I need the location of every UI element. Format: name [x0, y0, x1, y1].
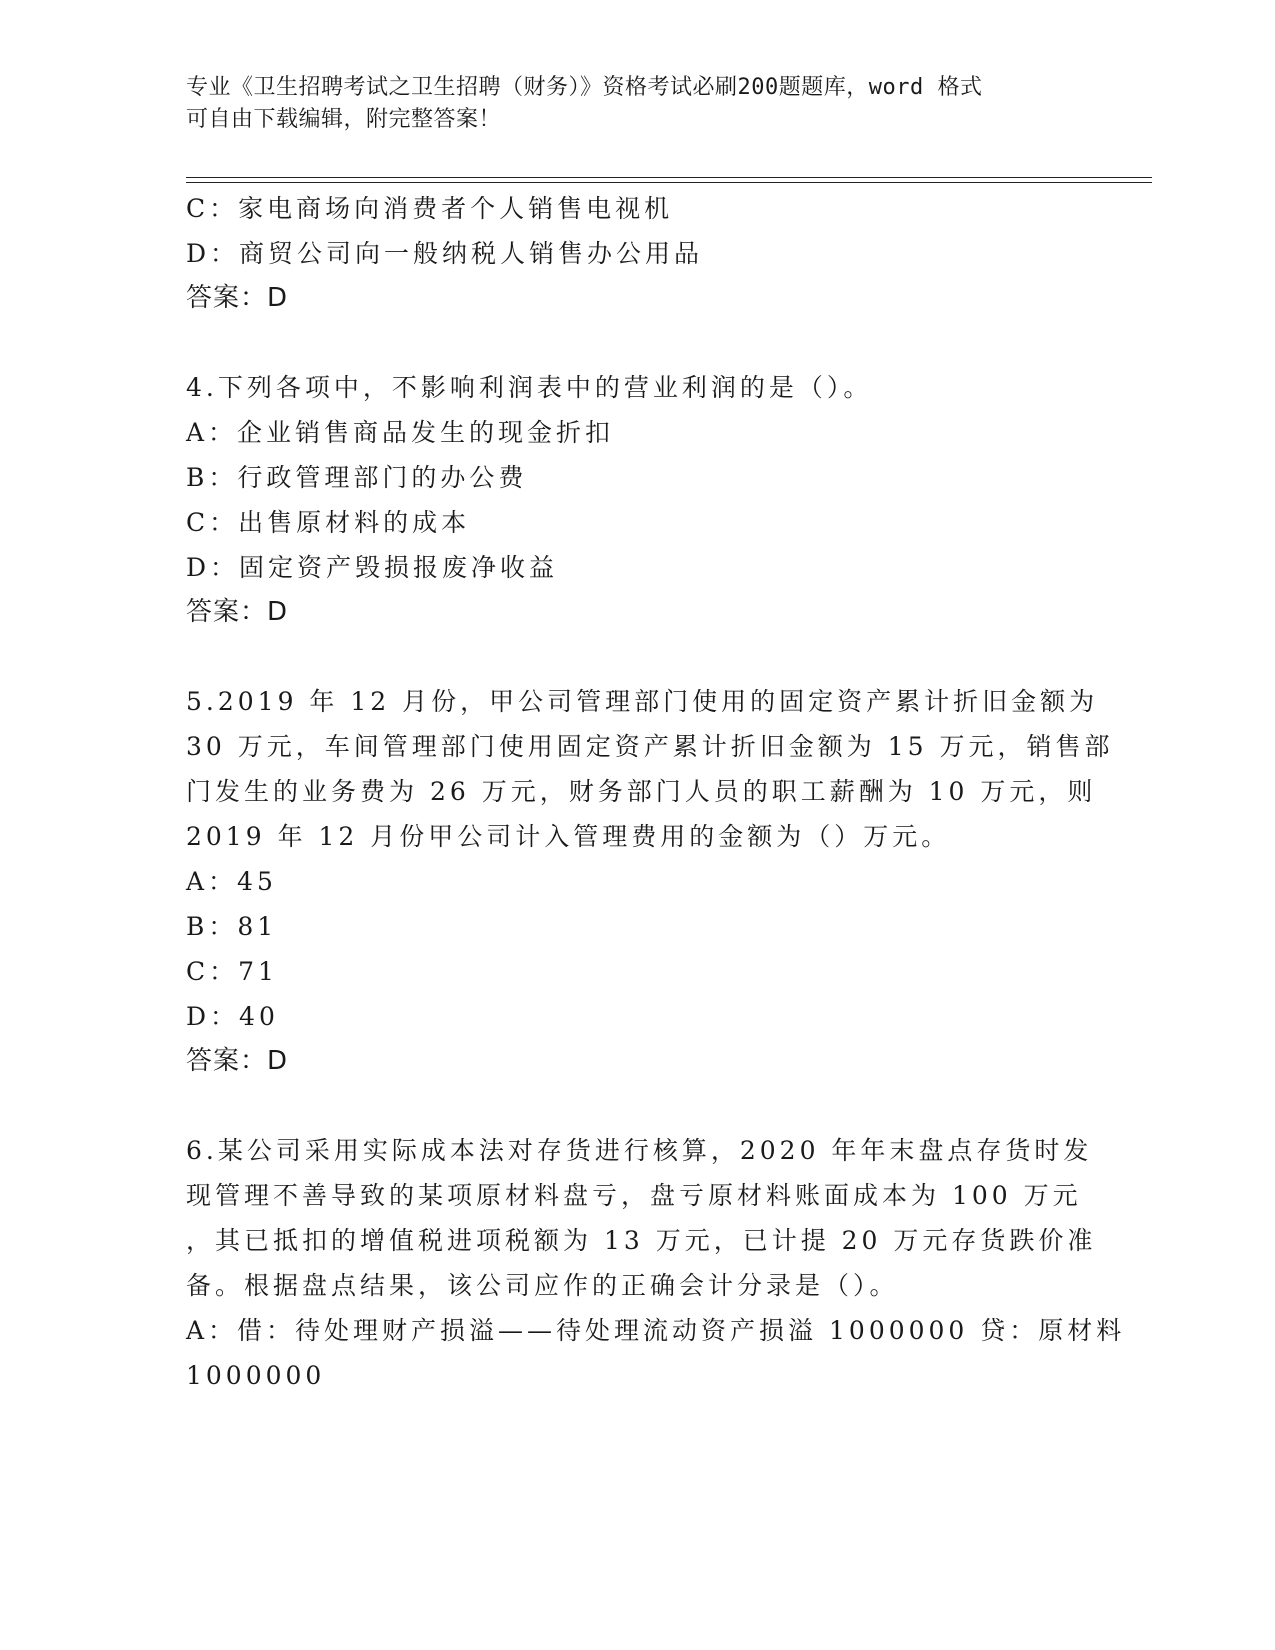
document-header [186, 72, 1086, 136]
option-b: B：行政管理部门的办公费 [186, 463, 528, 492]
answer-line: 答案：D [186, 283, 289, 313]
header-divider-bottom [186, 182, 1152, 183]
header-line-1: 专业《卫生招聘考试之卫生招聘（财务）》资格考试必刷200题题库，word 格式 [186, 75, 983, 100]
header-divider-top [186, 177, 1152, 178]
question-5 [186, 679, 1114, 1084]
question-stem: 4.下列各项中，不影响利润表中的营业利润的是（）。 [186, 373, 873, 402]
option-a: A：45 [186, 867, 277, 896]
question-stem-line-1: 6.某公司采用实际成本法对存货进行核算，2020 年年末盘点存货时发 [186, 1136, 1093, 1165]
question-stem-line-3: ，其已抵扣的增值税进项税额为 13 万元，已计提 20 万元存货跌价准 [186, 1226, 1097, 1255]
question-6 [186, 1128, 1126, 1398]
question-stem-line-2: 现管理不善导致的某项原材料盘亏，盘亏原材料账面成本为 100 万元 [186, 1181, 1082, 1210]
option-a-line-1: A：借：待处理财产损溢——待处理流动资产损溢 1000000 贷：原材料 [186, 1316, 1126, 1345]
spacer [186, 321, 1086, 365]
question-stem-line-4: 2019 年 12 月份甲公司计入管理费用的金额为（）万元。 [186, 822, 951, 851]
option-a-line-2: 1000000 [186, 1361, 326, 1390]
spacer [186, 1084, 1086, 1128]
header-line-2: 可自由下载编辑，附完整答案！ [186, 107, 502, 132]
answer-line: 答案：D [186, 1046, 289, 1076]
spacer [186, 635, 1086, 679]
answer-line: 答案：D [186, 597, 289, 627]
question-stem-line-4: 备。根据盘点结果，该公司应作的正确会计分录是（）。 [186, 1271, 899, 1300]
option-d: D：固定资产毁损报废净收益 [186, 553, 559, 582]
question-stem-line-1: 5.2019 年 12 月份，甲公司管理部门使用的固定资产累计折旧金额为 [186, 687, 1099, 716]
document-body [186, 186, 1126, 1398]
question-stem-line-2: 30 万元，车间管理部门使用固定资产累计折旧金额为 15 万元，销售部 [186, 732, 1114, 761]
option-d: D：商贸公司向一般纳税人销售办公用品 [186, 239, 704, 268]
question-stem-line-3: 门发生的业务费为 26 万元，财务部门人员的职工薪酬为 10 万元，则 [186, 777, 1097, 806]
option-c: C：出售原材料的成本 [186, 508, 471, 537]
option-a: A：企业销售商品发生的现金折扣 [186, 418, 615, 447]
question-4 [186, 365, 1086, 635]
question-3-continued [186, 186, 1086, 321]
option-d: D：40 [186, 1002, 279, 1031]
option-c: C：71 [186, 957, 278, 986]
option-b: B：81 [186, 912, 278, 941]
option-c: C：家电商场向消费者个人销售电视机 [186, 194, 674, 223]
